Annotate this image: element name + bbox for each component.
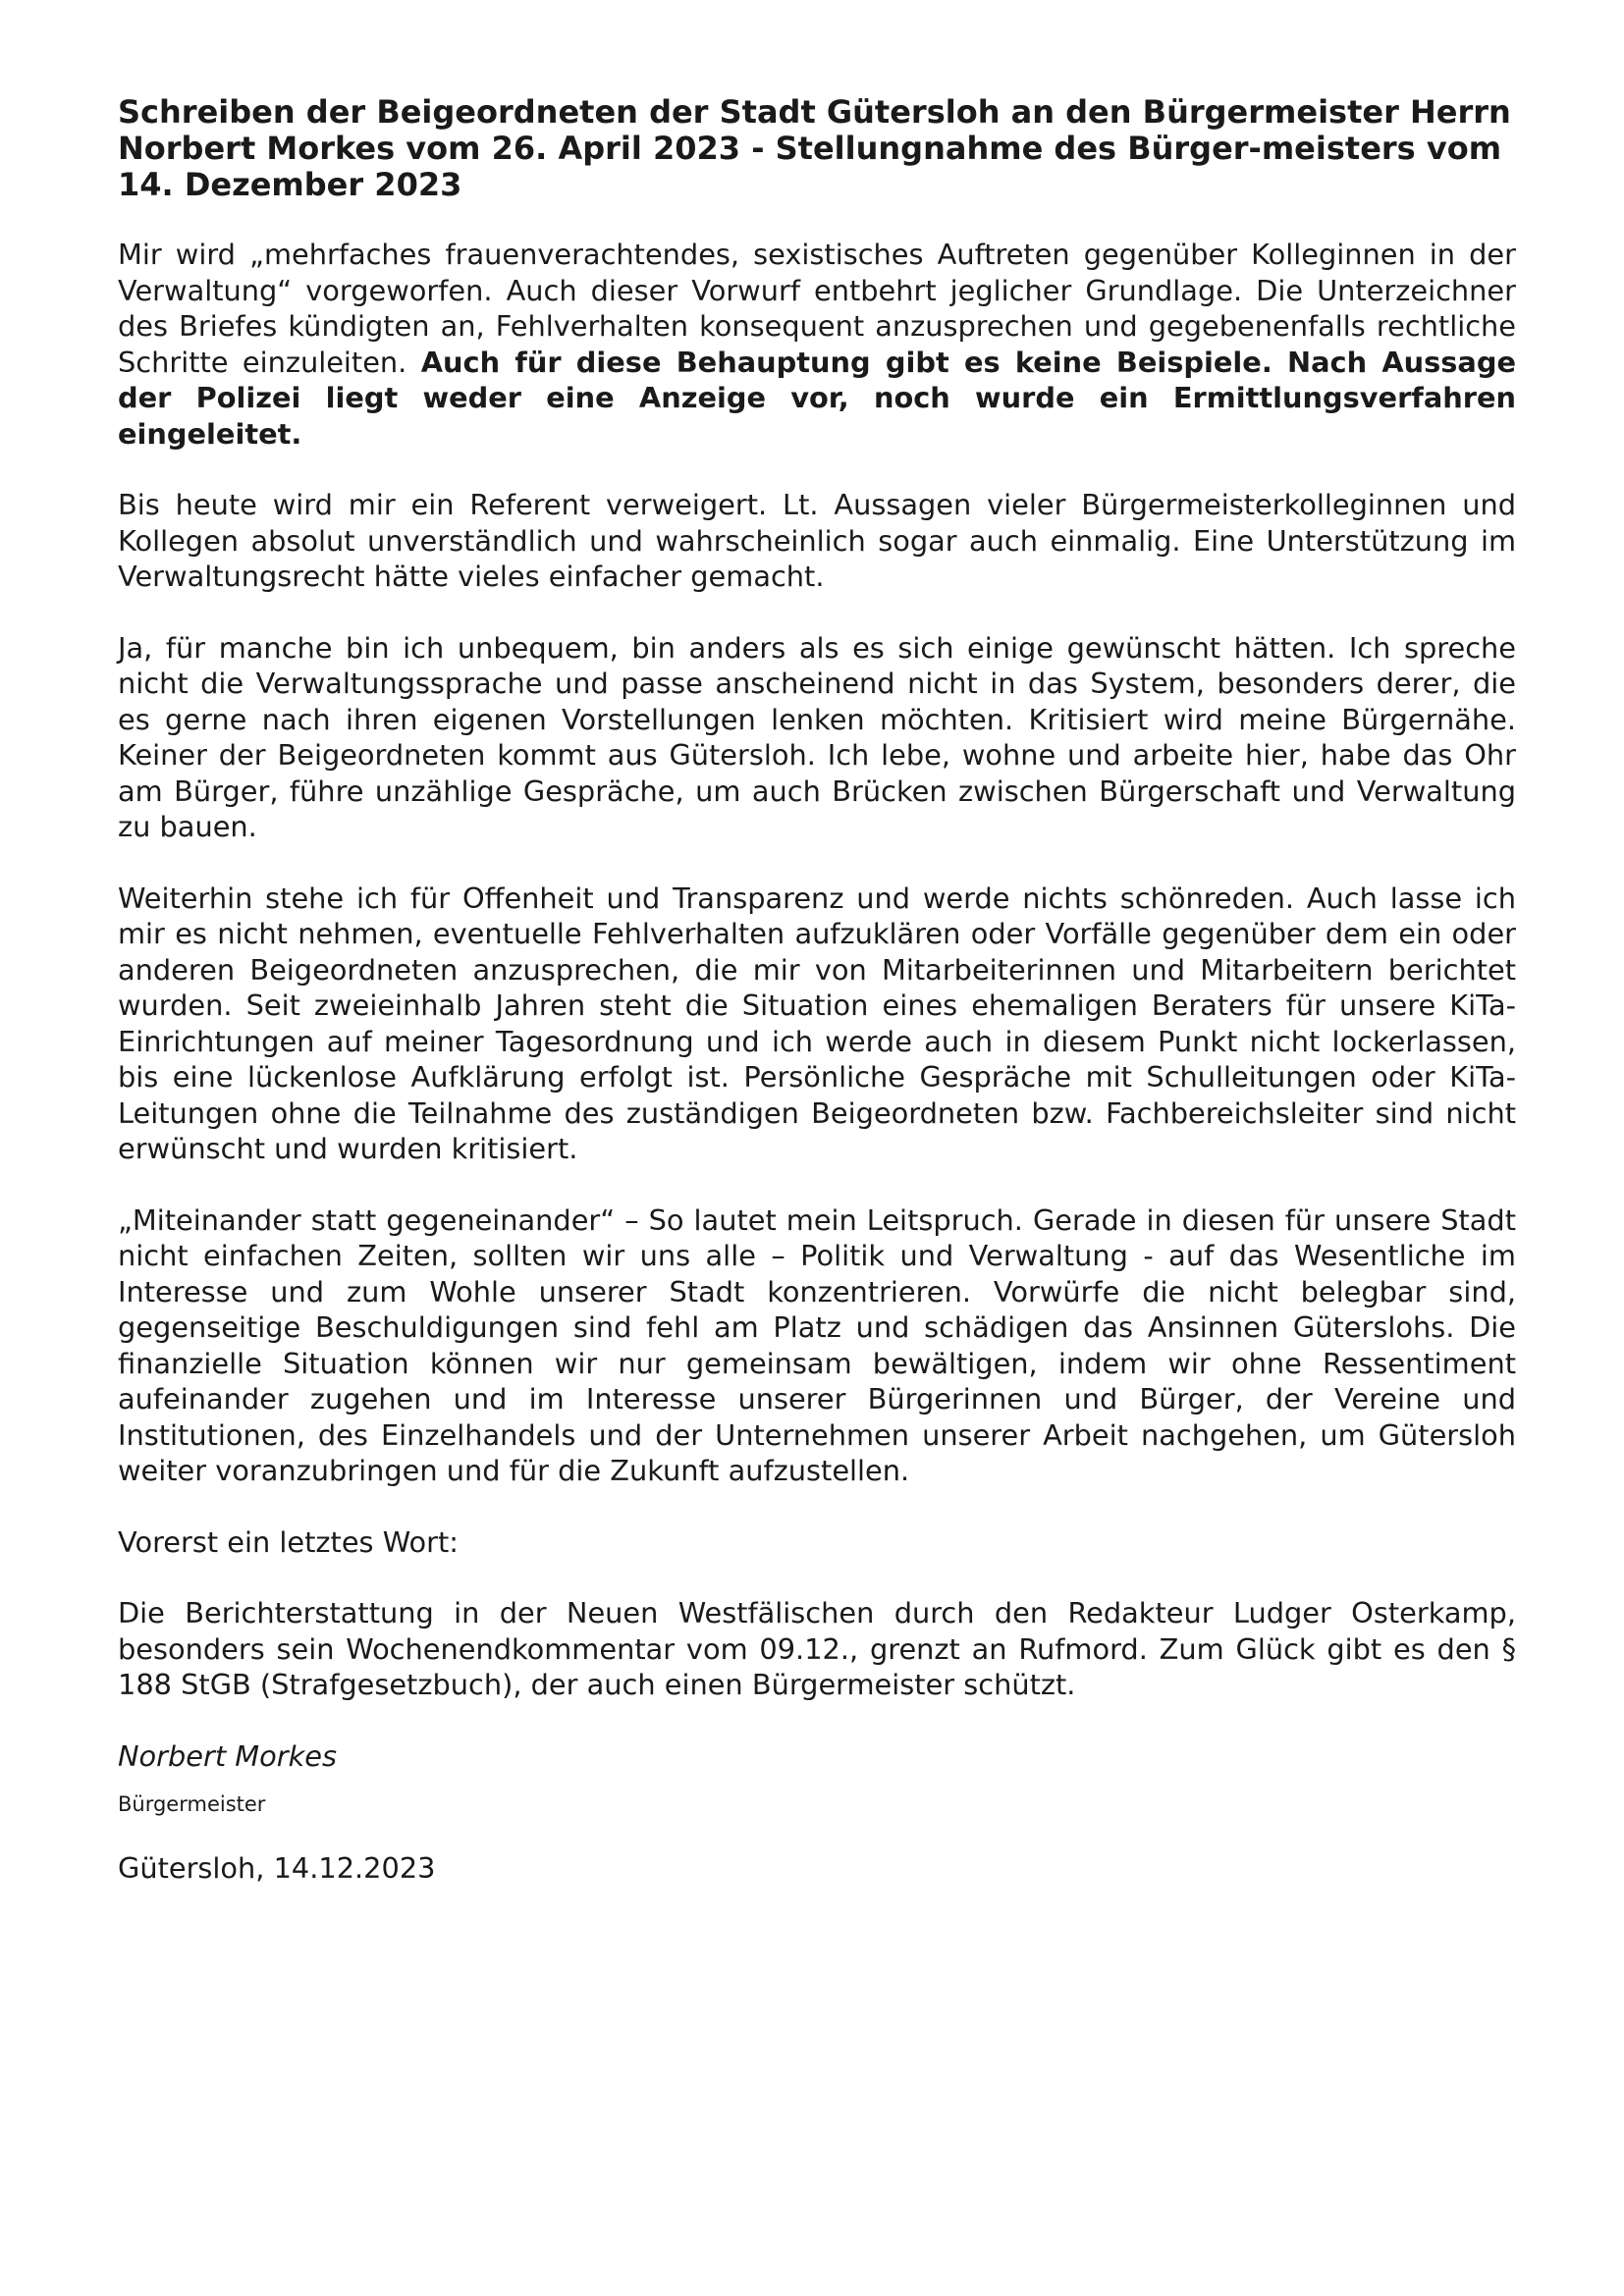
signatory-role: Bürgermeister	[118, 1791, 266, 1816]
paragraph-7: Die Berichterstattung in der Neuen Westfälischen durch den Redakteur Ludger Osterkamp, besonders sein Wochenendkommentar vom 09.12., grenzt an Rufmord. Zum Glück gibt es den § 188 StGB (Strafgesetzbuch), der auch einen Bürgermeister schützt.	[118, 1596, 1516, 1701]
place-and-date: Gütersloh, 14.12.2023	[118, 1850, 436, 1885]
document-content	[118, 94, 1516, 1886]
paragraph-3: Ja, für manche bin ich unbequem, bin anders als es sich einige gewünscht hätten. Ich spreche nicht die Verwaltungssprache und passe anscheinend nicht in das System, besonders derer, die es gerne nach ihren eigenen Vorstellungen lenken möchten. Kritisiert wird meine Bürgernähe. Keiner der Beigeordneten kommt aus Gütersloh. Ich lebe, wohne und arbeite hier, habe das Ohr am Bürger, führe unzählige Gespräche, um auch Brücken zwischen Bürgerschaft und Verwaltung zu bauen.	[118, 630, 1516, 843]
paragraph-4: Weiterhin stehe ich für Offenheit und Transparenz und werde nichts schönreden. Auch lasse ich mir es nicht nehmen, eventuelle Fehlverhalten aufzuklären oder Vorfälle gegenüber dem ein oder anderen Beigeordneten anzusprechen, die mir von Mitarbeiterinnen und Mitarbeitern berichtet wurden. Seit zweieinhalb Jahren steht die Situation eines ehemaligen Beraters für unsere KiTa-Einrichtungen auf meiner Tagesordnung und ich werde auch in diesem Punkt nicht lockerlassen, bis eine lückenlose Aufklärung erfolgt ist. Persönliche Gespräche mit Schulleitungen oder KiTa-Leitungen ohne die Teilnahme des zuständigen Beigeordneten bzw. Fachbereichsleiter sind nicht erwünscht und wurden kritisiert.	[118, 881, 1516, 1165]
paragraph-5: „Miteinander statt gegeneinander“ – So lautet mein Leitspruch. Gerade in diesen für unsere Stadt nicht einfachen Zeiten, sollten wir uns alle – Politik und Verwaltung - auf das Wesentliche im Interesse und zum Wohle unserer Stadt konzentrieren. Vorwürfe die nicht belegbar sind, gegenseitige Beschuldigungen sind fehl am Platz und schädigen das Ansinnen Güterslohs. Die finanzielle Situation können wir nur gemeinsam bewältigen, indem wir ohne Ressentiment aufeinander zugehen und im Interesse unserer Bürgerinnen und Bürger, der Vereine und Institutionen, des Einzelhandels und der Unternehmen unserer Arbeit nachgehen, um Gütersloh weiter voranzubringen und für die Zukunft aufzustellen.	[118, 1202, 1516, 1487]
paragraph-1	[118, 237, 1516, 452]
signature-name: Norbert Morkes	[118, 1738, 337, 1773]
paragraph-1-text: Mir wird „mehrfaches frauenverachtendes, sexistisches Auftreten gegenüber Kolleginnen in der Verwaltung“ vorgeworfen. Auch dieser Vorwurf entbehrt jeglicher Grundlage. Die Unterzeichner des Briefes kündigten an, Fehlverhalten konsequent anzusprechen und gegebenenfalls rechtliche Schritte einzuleiten.	[118, 238, 1516, 379]
document-title: Schreiben der Beigeordneten der Stadt Gütersloh an den Bürgermeister Herrn Norbert Morkes vom 26. April 2023 - Stellungnahme des Bürger-meisters vom 14. Dezember 2023	[118, 93, 1511, 203]
paragraph-6: Vorerst ein letztes Wort:	[118, 1524, 459, 1559]
paragraph-2: Bis heute wird mir ein Referent verweigert. Lt. Aussagen vieler Bürgermeisterkolleginnen und Kollegen absolut unverständlich und wahrscheinlich sogar auch einmalig. Eine Unterstützung im Verwaltungsrecht hätte vieles einfacher gemacht.	[118, 488, 1516, 593]
paragraph-1-bold-text: Auch für diese Behauptung gibt es keine Beispiele. Nach Aussage der Polizei liegt weder eine Anzeige vor, noch wurde ein Ermittlungsverfahren eingeleitet.	[118, 345, 1517, 451]
